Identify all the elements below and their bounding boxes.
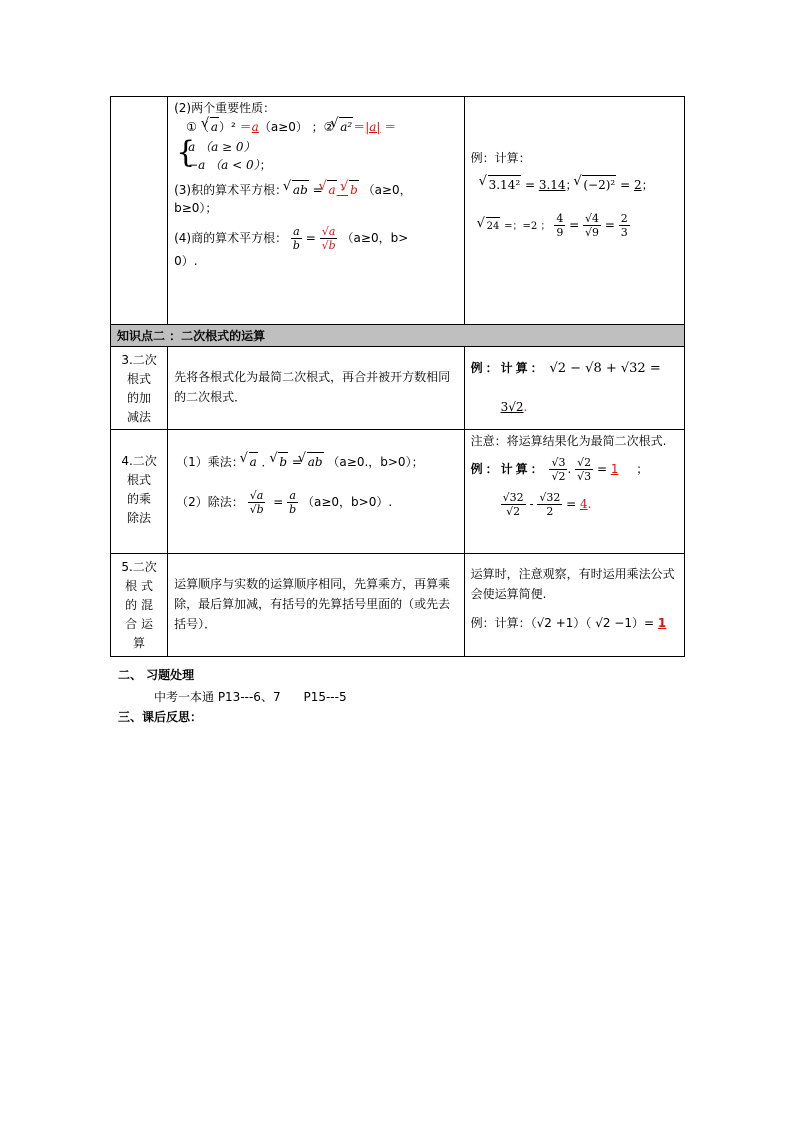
property-2-title: (2)两个重要性质： — [174, 101, 276, 115]
property-3-line: (3)积的算术平方根： √ ab = √ a · √ b （a≥0， — [174, 180, 460, 199]
cond-a: （a≥0） — [258, 120, 308, 134]
label-line: 合 运 — [125, 617, 153, 631]
property-2-line: ①（√ a）² ＝a（a≥0） ；② √ a²＝|a| ＝ — [186, 117, 460, 136]
section-3-heading: 三、课后反思： — [118, 710, 203, 724]
div-cond: （a≥0，b>0）. — [302, 495, 393, 509]
add-sub-content — [168, 347, 465, 430]
mul-div-example — [464, 430, 684, 554]
property-4-cond-2: 0）. — [174, 254, 198, 268]
label-line: 除法 — [127, 511, 152, 525]
property-4-line: (4)商的算术平方根： $\frac{a}{b}$ = $\frac{√a}{√b}$ （a≥0，b> — [174, 225, 409, 252]
ex3-tail: =；=2 ； — [504, 221, 551, 232]
add-sub-text: 先将各根式化为最简二次根式，再合并被开方数相同的二次根式． — [174, 370, 451, 404]
table-row — [111, 430, 685, 554]
row-label-mul-div — [111, 430, 168, 554]
empty-label-cell — [111, 97, 168, 325]
mul-answer: 1 — [610, 462, 619, 476]
div-answer: 4 — [580, 497, 588, 511]
property-3-cond-2: b≥0）； — [174, 201, 218, 215]
div-line: （2）除法： $\frac{√a}{√b}$ = $\frac{a}{b}$ （a≥0，b>0）. — [176, 489, 393, 516]
mixed-example — [464, 554, 684, 657]
div-example-line: $\frac{√32}{√2}$ - $\frac{√32}{2}$ = 4. — [502, 491, 592, 518]
label-line: 的 混 — [125, 598, 153, 612]
answer-a: a — [251, 120, 259, 134]
example-title: 例：计算： — [470, 151, 531, 165]
ex4-num: 2 — [620, 212, 628, 225]
knowledge-table — [110, 96, 685, 657]
mult-cond: （a≥0.，b>0）； — [327, 455, 424, 469]
mixed-tip: 运算时，注意观察，有时运用乘法公式会使运算简便. — [470, 567, 675, 601]
table-row — [111, 97, 685, 325]
table-row — [111, 554, 685, 657]
table-row — [111, 325, 685, 347]
add-sub-example-line — [471, 359, 678, 378]
example-prefix: 例：计算： — [470, 361, 546, 375]
ex1-answer: 3.14 — [538, 178, 566, 192]
row-label-mixed — [111, 554, 168, 657]
property-3-title: (3)积的算术平方根： — [174, 183, 288, 197]
label-line: 4.二次 — [121, 454, 157, 468]
section-2-heading: 二、 习题处理 — [118, 668, 195, 682]
mixed-content — [168, 554, 465, 657]
property-4-cond: （a≥0，b> — [341, 231, 409, 245]
mixed-example-line — [471, 614, 678, 632]
section-2-content: 中考一本通 P13---6、7 P15---5 — [154, 690, 347, 704]
ex2-answer: 2 — [633, 178, 642, 192]
add-sub-example — [464, 347, 684, 430]
example-line-2: √ 24 =；=2 ； $\frac{4}{9}$ = $\frac{√4}{√9}$ = $\frac{2}{3}$ — [485, 212, 678, 239]
label-line: 算 — [133, 636, 146, 650]
mult-line: （1）乘法： √ a ． √ b = √ ab （a≥0.，b>0）； — [176, 452, 458, 471]
property-3-cond: （a≥0， — [362, 183, 412, 197]
ex1-radicand: 3.14 — [488, 178, 516, 192]
example-prefix: 例：计算： — [470, 462, 546, 476]
section-heading: 知识点二 ：二次根式的运算 — [111, 325, 685, 347]
property-4-title: (4)商的算术平方根： — [174, 231, 288, 245]
mul-div-note: 注意：将运算结果化为最简二次根式. — [470, 434, 667, 448]
piecewise-def: { a （a ≥ 0） −a （a < 0）； — [176, 135, 272, 172]
example-line-1: √ 3.14² = 3.14； √ (−2)² = 2； — [487, 175, 678, 194]
mixed-answer: 1 — [657, 616, 667, 630]
label-line: 减法 — [127, 410, 152, 424]
label-line: 3.二次 — [121, 353, 157, 367]
add-sub-answer-line: 3√2. — [500, 400, 528, 414]
add-sub-answer: 3√2 — [500, 400, 524, 414]
label-line: 的乘 — [127, 492, 152, 506]
mixed-example-text: 例：计算：（√2 +1）（ √2 −1）= — [470, 616, 655, 630]
mult-label: （1）乘法： — [176, 455, 244, 469]
div-label: （2）除法： — [176, 495, 244, 509]
label-line: 5.二次 — [121, 560, 157, 574]
properties-cell — [168, 97, 465, 325]
table-row — [111, 347, 685, 430]
mixed-text: 运算顺序与实数的运算顺序相同，先算乘方，再算乘除，最后算加减，有括号的先算括号里面的（或先去括号）． — [174, 577, 451, 631]
row-label-add-sub — [111, 347, 168, 430]
mul-div-content — [168, 430, 465, 554]
label-line: 根式 — [127, 473, 152, 487]
example-expression: √2 − √8 + √32 = — [549, 361, 661, 376]
mul-div-example-line: 例：计算： $\frac{√3}{√2}$ . $\frac{√2}{√3}$ = 1 ； — [470, 456, 649, 483]
label-line: 根 式 — [125, 579, 153, 593]
label-line: 根式 — [127, 372, 152, 386]
answer-abs-a: |a| — [365, 120, 381, 134]
label-line: 的加 — [127, 391, 152, 405]
example-cell-1 — [464, 97, 684, 325]
ex4-den: 3 — [620, 226, 628, 239]
ex3-radicand: 24 — [486, 221, 500, 232]
